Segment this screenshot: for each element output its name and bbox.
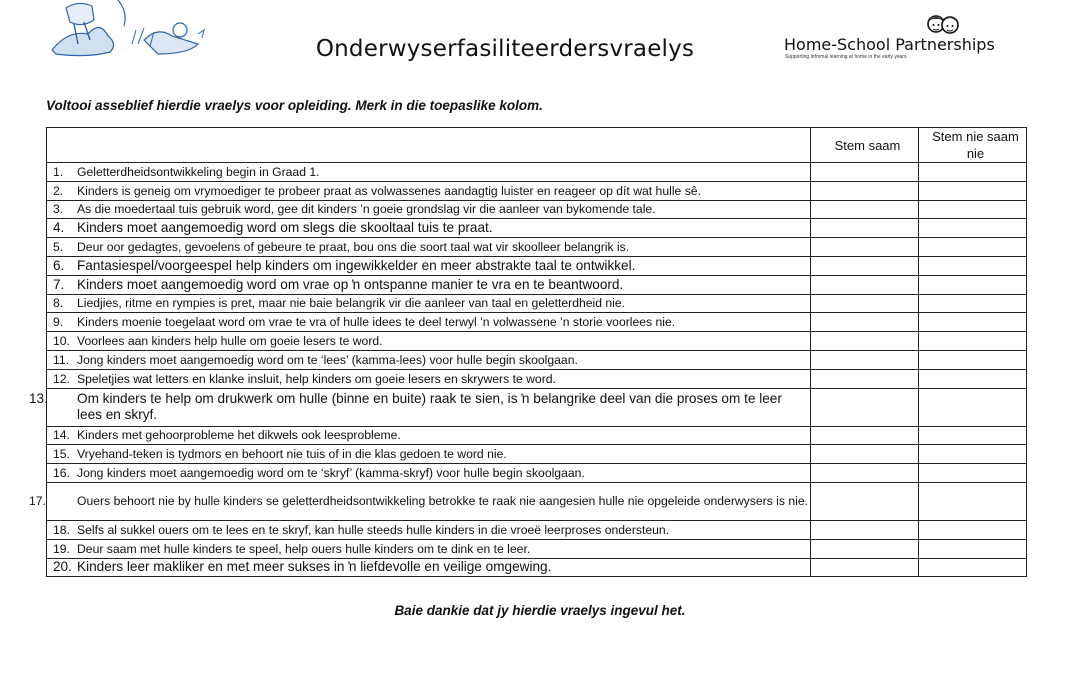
table-row bbox=[47, 256, 1027, 275]
statement-cell bbox=[47, 181, 811, 200]
statement-cell bbox=[47, 200, 811, 219]
agree-checkbox-cell[interactable] bbox=[811, 539, 919, 558]
statement-text: Kinders met gehoorprobleme het dikwels ook leesprobleme. bbox=[77, 428, 401, 443]
statement-number: 10. bbox=[53, 334, 70, 349]
logo bbox=[784, 12, 1014, 64]
statement-text: Speletjies wat letters en klanke insluit, help kinders om goeie lesers en skrywers te word. bbox=[77, 371, 556, 386]
agree-checkbox-cell[interactable] bbox=[811, 313, 919, 332]
statement-text: Kinders leer makliker en met meer sukses in ŉ liefdevolle en veilige omgewing. bbox=[77, 559, 552, 575]
statement-text: Om kinders te help om drukwerk om hulle (binne en buite) raak te sien, is ŉ belangrike deel van die proses om te leer lees en skryf. bbox=[77, 391, 782, 423]
disagree-checkbox-cell[interactable] bbox=[919, 539, 1027, 558]
agree-checkbox-cell[interactable] bbox=[811, 426, 919, 445]
agree-checkbox-cell[interactable] bbox=[811, 294, 919, 313]
statement-cell bbox=[47, 332, 811, 351]
table-row bbox=[47, 275, 1027, 294]
statement-text: Jong kinders moet aangemoedig word om te ‘lees’ (kamma-lees) voor hulle begin skoolgaan. bbox=[77, 352, 578, 367]
agree-checkbox-cell[interactable] bbox=[811, 181, 919, 200]
statement-cell bbox=[47, 256, 811, 275]
disagree-checkbox-cell[interactable] bbox=[919, 464, 1027, 483]
statement-text: Kinders moet aangemoedig word om slegs die skooltaal tuis te praat. bbox=[77, 220, 493, 236]
table-header-row bbox=[47, 128, 1027, 163]
table-row bbox=[47, 350, 1027, 369]
table-row bbox=[47, 369, 1027, 388]
agree-checkbox-cell[interactable] bbox=[811, 219, 919, 238]
table-row bbox=[47, 294, 1027, 313]
statement-number: 5. bbox=[53, 240, 64, 255]
disagree-checkbox-cell[interactable] bbox=[919, 294, 1027, 313]
statement-cell bbox=[47, 464, 811, 483]
statement-cell bbox=[47, 426, 811, 445]
agree-checkbox-cell[interactable] bbox=[811, 445, 919, 464]
statement-number: 15. bbox=[53, 447, 70, 462]
statement-cell bbox=[47, 520, 811, 539]
statement-number: 19. bbox=[53, 541, 70, 556]
agree-checkbox-cell[interactable] bbox=[811, 388, 919, 426]
statement-number: 14. bbox=[53, 428, 70, 443]
disagree-checkbox-cell[interactable] bbox=[919, 369, 1027, 388]
table-row bbox=[47, 388, 1027, 426]
statement-cell bbox=[47, 445, 811, 464]
statement-number: 3. bbox=[53, 202, 64, 217]
statement-number: 17. bbox=[29, 494, 46, 509]
table-row bbox=[47, 313, 1027, 332]
statement-text: Kinders moet aangemoedig word om vrae op ŉ ontspanne manier te vra en te beantwoord. bbox=[77, 276, 624, 292]
statement-number: 18. bbox=[53, 522, 70, 537]
statement-number: 4. bbox=[53, 220, 65, 236]
disagree-checkbox-cell[interactable] bbox=[919, 256, 1027, 275]
page-title: Onderwyserfasiliteerdersvraelys bbox=[315, 36, 695, 62]
instruction-text: Voltooi asseblief hierdie vraelys voor opleiding. Merk in die toepaslike kolom. bbox=[46, 98, 543, 113]
statement-number: 20. bbox=[53, 559, 72, 575]
statement-number: 8. bbox=[53, 296, 64, 311]
agree-checkbox-cell[interactable] bbox=[811, 163, 919, 182]
statement-number: 13. bbox=[29, 391, 48, 407]
statement-cell bbox=[47, 369, 811, 388]
agree-checkbox-cell[interactable] bbox=[811, 275, 919, 294]
statement-text: Kinders is geneig om vrymoediger te probeer praat as volwassenes aandagtig luister en reageer op dít wat hulle sê. bbox=[77, 183, 701, 198]
table-row bbox=[47, 332, 1027, 351]
disagree-checkbox-cell[interactable] bbox=[919, 163, 1027, 182]
statement-cell bbox=[47, 558, 811, 577]
agree-checkbox-cell[interactable] bbox=[811, 332, 919, 351]
statement-cell bbox=[47, 350, 811, 369]
statement-text: Deur oor gedagtes, gevoelens of gebeure te praat, bou ons die soort taal wat vir skoolleer belangrik is. bbox=[77, 240, 630, 255]
statement-cell bbox=[47, 539, 811, 558]
statement-text: Deur saam met hulle kinders te speel, help ouers hulle kinders om te dink en te leer. bbox=[77, 541, 531, 556]
table-row bbox=[47, 539, 1027, 558]
agree-checkbox-cell[interactable] bbox=[811, 369, 919, 388]
agree-checkbox-cell[interactable] bbox=[811, 520, 919, 539]
statement-text: Selfs al sukkel ouers om te lees en te skryf, kan hulle steeds hulle kinders in die vroeë leerproses ondersteun. bbox=[77, 522, 670, 537]
statement-cell bbox=[47, 219, 811, 238]
statement-text: As die moedertaal tuis gebruik word, gee dit kinders ’n goeie grondslag vir die aanleer van bykomende tale. bbox=[77, 202, 656, 217]
disagree-checkbox-cell[interactable] bbox=[919, 219, 1027, 238]
statement-number: 2. bbox=[53, 183, 64, 198]
logo-tagline: Supporting informal learning at home in the early years bbox=[785, 54, 907, 60]
disagree-checkbox-cell[interactable] bbox=[919, 558, 1027, 577]
statement-number: 1. bbox=[53, 164, 64, 179]
statement-number: 7. bbox=[53, 276, 65, 292]
statement-number: 6. bbox=[53, 257, 65, 273]
statement-cell bbox=[47, 163, 811, 182]
thank-you-note: Baie dankie dat jy hierdie vraelys ingevul het. bbox=[394, 603, 686, 618]
disagree-checkbox-cell[interactable] bbox=[919, 200, 1027, 219]
agree-checkbox-cell[interactable] bbox=[811, 464, 919, 483]
disagree-checkbox-cell[interactable] bbox=[919, 482, 1027, 520]
statement-cell bbox=[47, 238, 811, 257]
disagree-checkbox-cell[interactable] bbox=[919, 275, 1027, 294]
statement-text: Vryehand-teken is tydmors en behoort nie tuis of in die klas gedoen te word nie. bbox=[77, 447, 507, 462]
statement-text: Fantasiespel/voorgeespel help kinders om ingewikkelder en meer abstrakte taal te ontwikkel. bbox=[77, 257, 636, 273]
column-header-disagree: Stem nie saam nie bbox=[919, 128, 1027, 163]
disagree-checkbox-cell[interactable] bbox=[919, 313, 1027, 332]
statement-text: Kinders moenie toegelaat word om vrae te vra of hulle idees te deel terwyl ’n volwassene ’n storie voorlees nie. bbox=[77, 315, 676, 330]
agree-checkbox-cell[interactable] bbox=[811, 238, 919, 257]
statement-cell bbox=[47, 313, 811, 332]
agree-checkbox-cell[interactable] bbox=[811, 558, 919, 577]
statement-text: Voorlees aan kinders help hulle om goeie lesers te word. bbox=[77, 334, 383, 349]
statement-number: 9. bbox=[53, 315, 64, 330]
column-header-agree: Stem saam bbox=[811, 128, 919, 163]
agree-checkbox-cell[interactable] bbox=[811, 256, 919, 275]
questionnaire-table bbox=[29, 127, 1027, 577]
statement-number: 12. bbox=[53, 371, 70, 386]
disagree-checkbox-cell[interactable] bbox=[919, 426, 1027, 445]
statement-text: Liedjies, ritme en rympies is pret, maar nie baie belangrik vir die aanleer van taal en geletterdheid nie. bbox=[77, 296, 626, 311]
logo-text: Home-School Partnerships bbox=[784, 35, 995, 54]
disagree-checkbox-cell[interactable] bbox=[919, 520, 1027, 539]
agree-checkbox-cell[interactable] bbox=[811, 350, 919, 369]
agree-checkbox-cell[interactable] bbox=[811, 200, 919, 219]
agree-checkbox-cell[interactable] bbox=[811, 482, 919, 520]
table-row bbox=[47, 238, 1027, 257]
column-header-statement bbox=[47, 128, 811, 163]
statement-cell bbox=[47, 275, 811, 294]
table-row bbox=[47, 464, 1027, 483]
table-row bbox=[47, 426, 1027, 445]
disagree-checkbox-cell[interactable] bbox=[919, 350, 1027, 369]
table-row bbox=[47, 482, 1027, 520]
table-row bbox=[47, 558, 1027, 577]
disagree-checkbox-cell[interactable] bbox=[919, 181, 1027, 200]
table-row bbox=[47, 520, 1027, 539]
disagree-checkbox-cell[interactable] bbox=[919, 238, 1027, 257]
statement-text: Ouers behoort nie by hulle kinders se geletterdheidsontwikkeling betrokke te raak nie aangesien hulle nie opgeleide onderwysers is nie. bbox=[77, 494, 809, 509]
disagree-checkbox-cell[interactable] bbox=[919, 332, 1027, 351]
disagree-checkbox-cell[interactable] bbox=[919, 445, 1027, 464]
table-row bbox=[47, 200, 1027, 219]
statement-cell bbox=[47, 294, 811, 313]
statement-text: Jong kinders moet aangemoedig word om te ‘skryf’ (kamma-skryf) voor hulle begin skoolgaan. bbox=[77, 466, 585, 481]
statement-text: Geletterdheidsontwikkeling begin in Graad 1. bbox=[77, 164, 320, 179]
table-row bbox=[47, 163, 1027, 182]
table-row bbox=[47, 445, 1027, 464]
table-row bbox=[47, 219, 1027, 238]
disagree-checkbox-cell[interactable] bbox=[919, 388, 1027, 426]
table-row bbox=[47, 181, 1027, 200]
statement-cell bbox=[29, 482, 811, 520]
statement-cell bbox=[29, 388, 811, 426]
statement-number: 11. bbox=[53, 352, 70, 367]
statement-number: 16. bbox=[53, 466, 70, 481]
